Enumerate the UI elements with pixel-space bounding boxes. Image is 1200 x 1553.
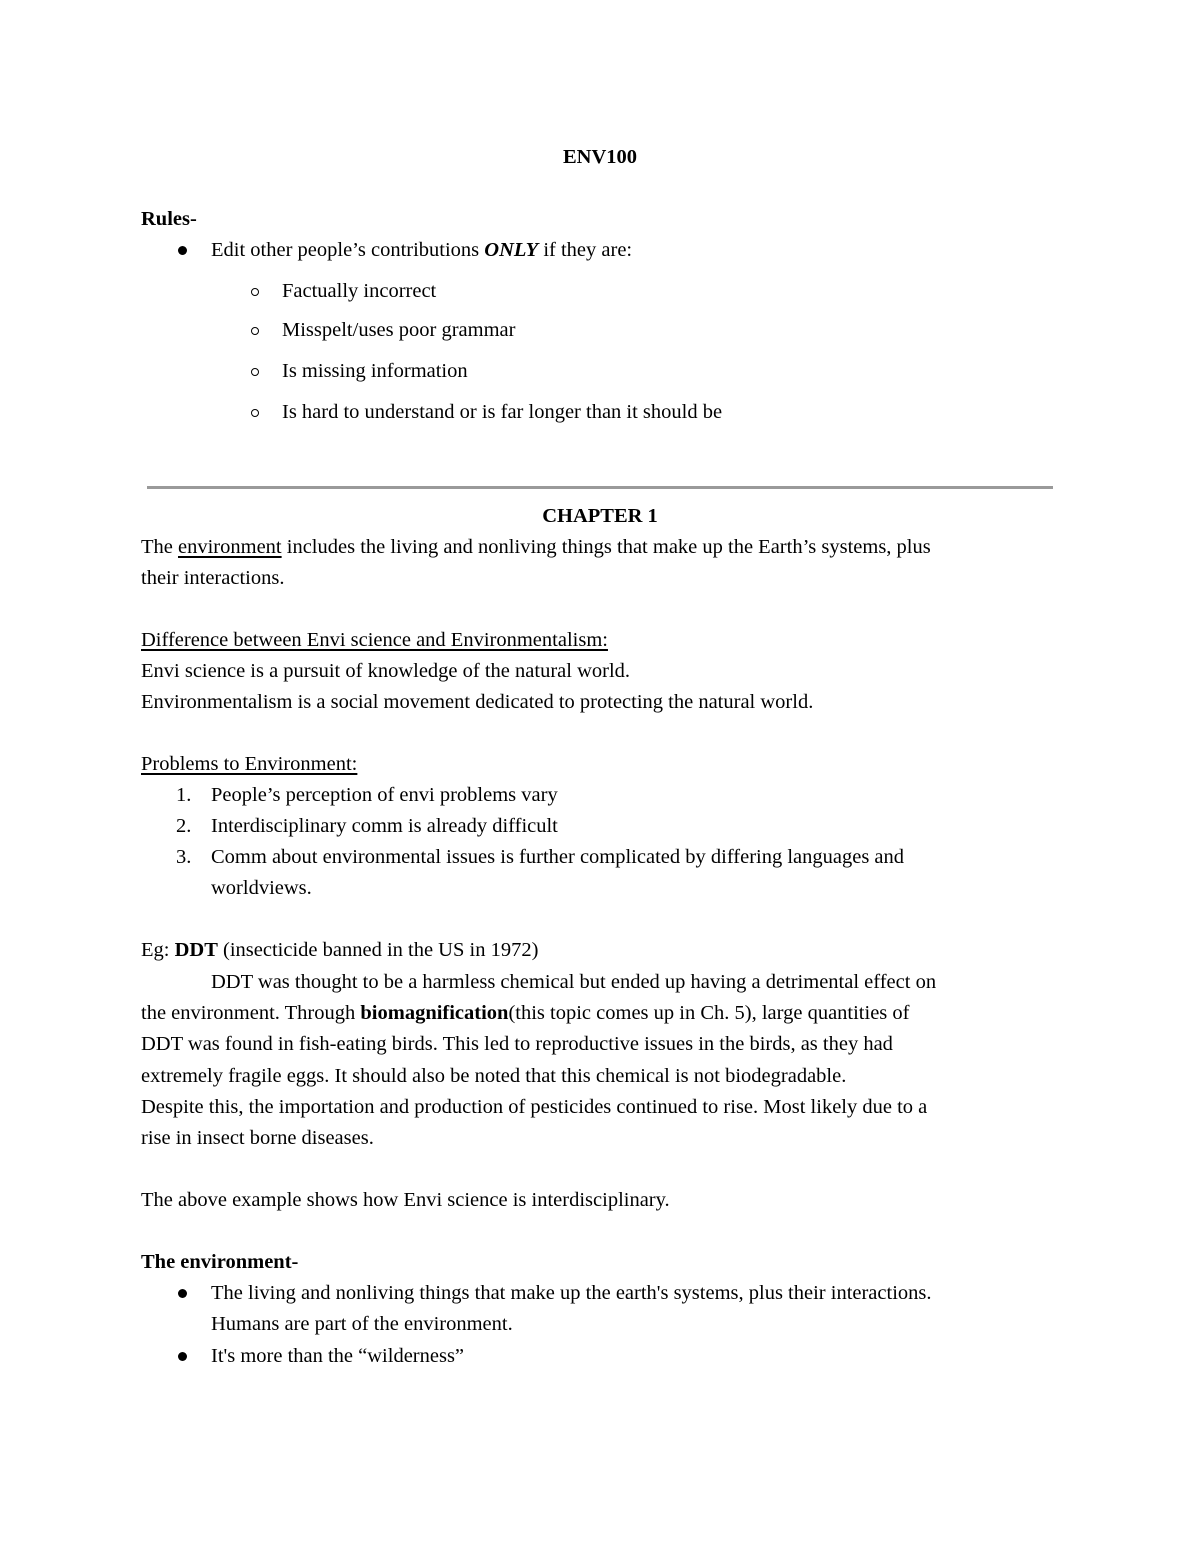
rules-sub-bullet: Factually incorrect	[282, 280, 437, 302]
example-l2-term: biomagnification	[360, 1002, 509, 1024]
rules-main-bullet	[211, 240, 632, 261]
intro-line-2: their interactions.	[141, 567, 285, 589]
rules-sub-bullet: Is missing information	[282, 360, 468, 382]
bullet-dot-icon	[178, 1352, 187, 1361]
problem-number: 2.	[176, 815, 192, 837]
environment-bullet: It's more than the “wilderness”	[211, 1345, 465, 1367]
environment-heading: The environment-	[141, 1251, 299, 1273]
chapter-heading: CHAPTER 1	[542, 505, 658, 527]
bullet-dot-icon	[178, 246, 187, 255]
rules-main-emphasis: ONLY	[484, 239, 539, 261]
problem-text: Comm about environmental issues is further complicated by differing languages and	[211, 846, 905, 868]
problem-number: 1.	[176, 784, 192, 806]
example-prefix: Eg:	[141, 939, 175, 961]
bullet-ring-icon	[251, 327, 259, 335]
example-line: extremely fragile eggs. It should also be noted that this chemical is not biodegradable.	[141, 1065, 847, 1087]
example-line: DDT was thought to be a harmless chemical but ended up having a detrimental effect on	[211, 971, 937, 993]
rules-heading: Rules-	[141, 208, 197, 230]
example-intro	[141, 940, 538, 961]
problem-text: Interdisciplinary comm is already difficult	[211, 815, 558, 837]
problem-number: 3.	[176, 846, 192, 868]
example-line	[141, 1003, 909, 1024]
horizontal-rule	[147, 486, 1053, 489]
intro-after: includes the living and nonliving things that make up the Earth’s systems, plus	[281, 536, 931, 558]
problems-heading: Problems to Environment:	[141, 753, 358, 775]
example-term: DDT	[174, 939, 218, 961]
rules-sub-bullet: Misspelt/uses poor grammar	[282, 319, 516, 341]
problem-text: People’s perception of envi problems vary	[211, 784, 558, 806]
difference-line-2: Environmentalism is a social movement dedicated to protecting the natural world.	[141, 691, 814, 713]
example-l2-before: the environment. Through	[141, 1002, 361, 1024]
intro-line-1	[141, 537, 931, 558]
difference-line-1: Envi science is a pursuit of knowledge of the natural world.	[141, 660, 631, 682]
bullet-ring-icon	[251, 368, 259, 376]
example-line: rise in insect borne diseases.	[141, 1127, 374, 1149]
bullet-ring-icon	[251, 288, 259, 296]
conclusion-line: The above example shows how Envi science is interdisciplinary.	[141, 1189, 670, 1211]
example-paren: (insecticide banned in the US in 1972)	[217, 939, 539, 961]
intro-before: The	[141, 536, 178, 558]
rules-main-after: if they are:	[538, 239, 633, 261]
environment-bullet: The living and nonliving things that make up the earth's systems, plus their interactions.	[211, 1282, 932, 1304]
environment-bullet-continued: Humans are part of the environment.	[211, 1313, 513, 1335]
example-line: Despite this, the importation and production of pesticides continued to rise. Most likely due to a	[141, 1096, 928, 1118]
rules-main-before: Edit other people’s contributions	[211, 239, 485, 261]
bullet-ring-icon	[251, 409, 259, 417]
problem-text-continued: worldviews.	[211, 877, 312, 899]
rules-sub-bullet: Is hard to understand or is far longer than it should be	[282, 401, 723, 423]
example-line: DDT was found in fish-eating birds. This led to reproductive issues in the birds, as they had	[141, 1033, 893, 1055]
intro-term: environment	[178, 536, 282, 558]
bullet-dot-icon	[178, 1289, 187, 1298]
example-l2-after: (this topic comes up in Ch. 5), large quantities of	[508, 1002, 910, 1024]
difference-heading: Difference between Envi science and Environmentalism:	[141, 629, 608, 651]
document-title: ENV100	[562, 146, 638, 168]
